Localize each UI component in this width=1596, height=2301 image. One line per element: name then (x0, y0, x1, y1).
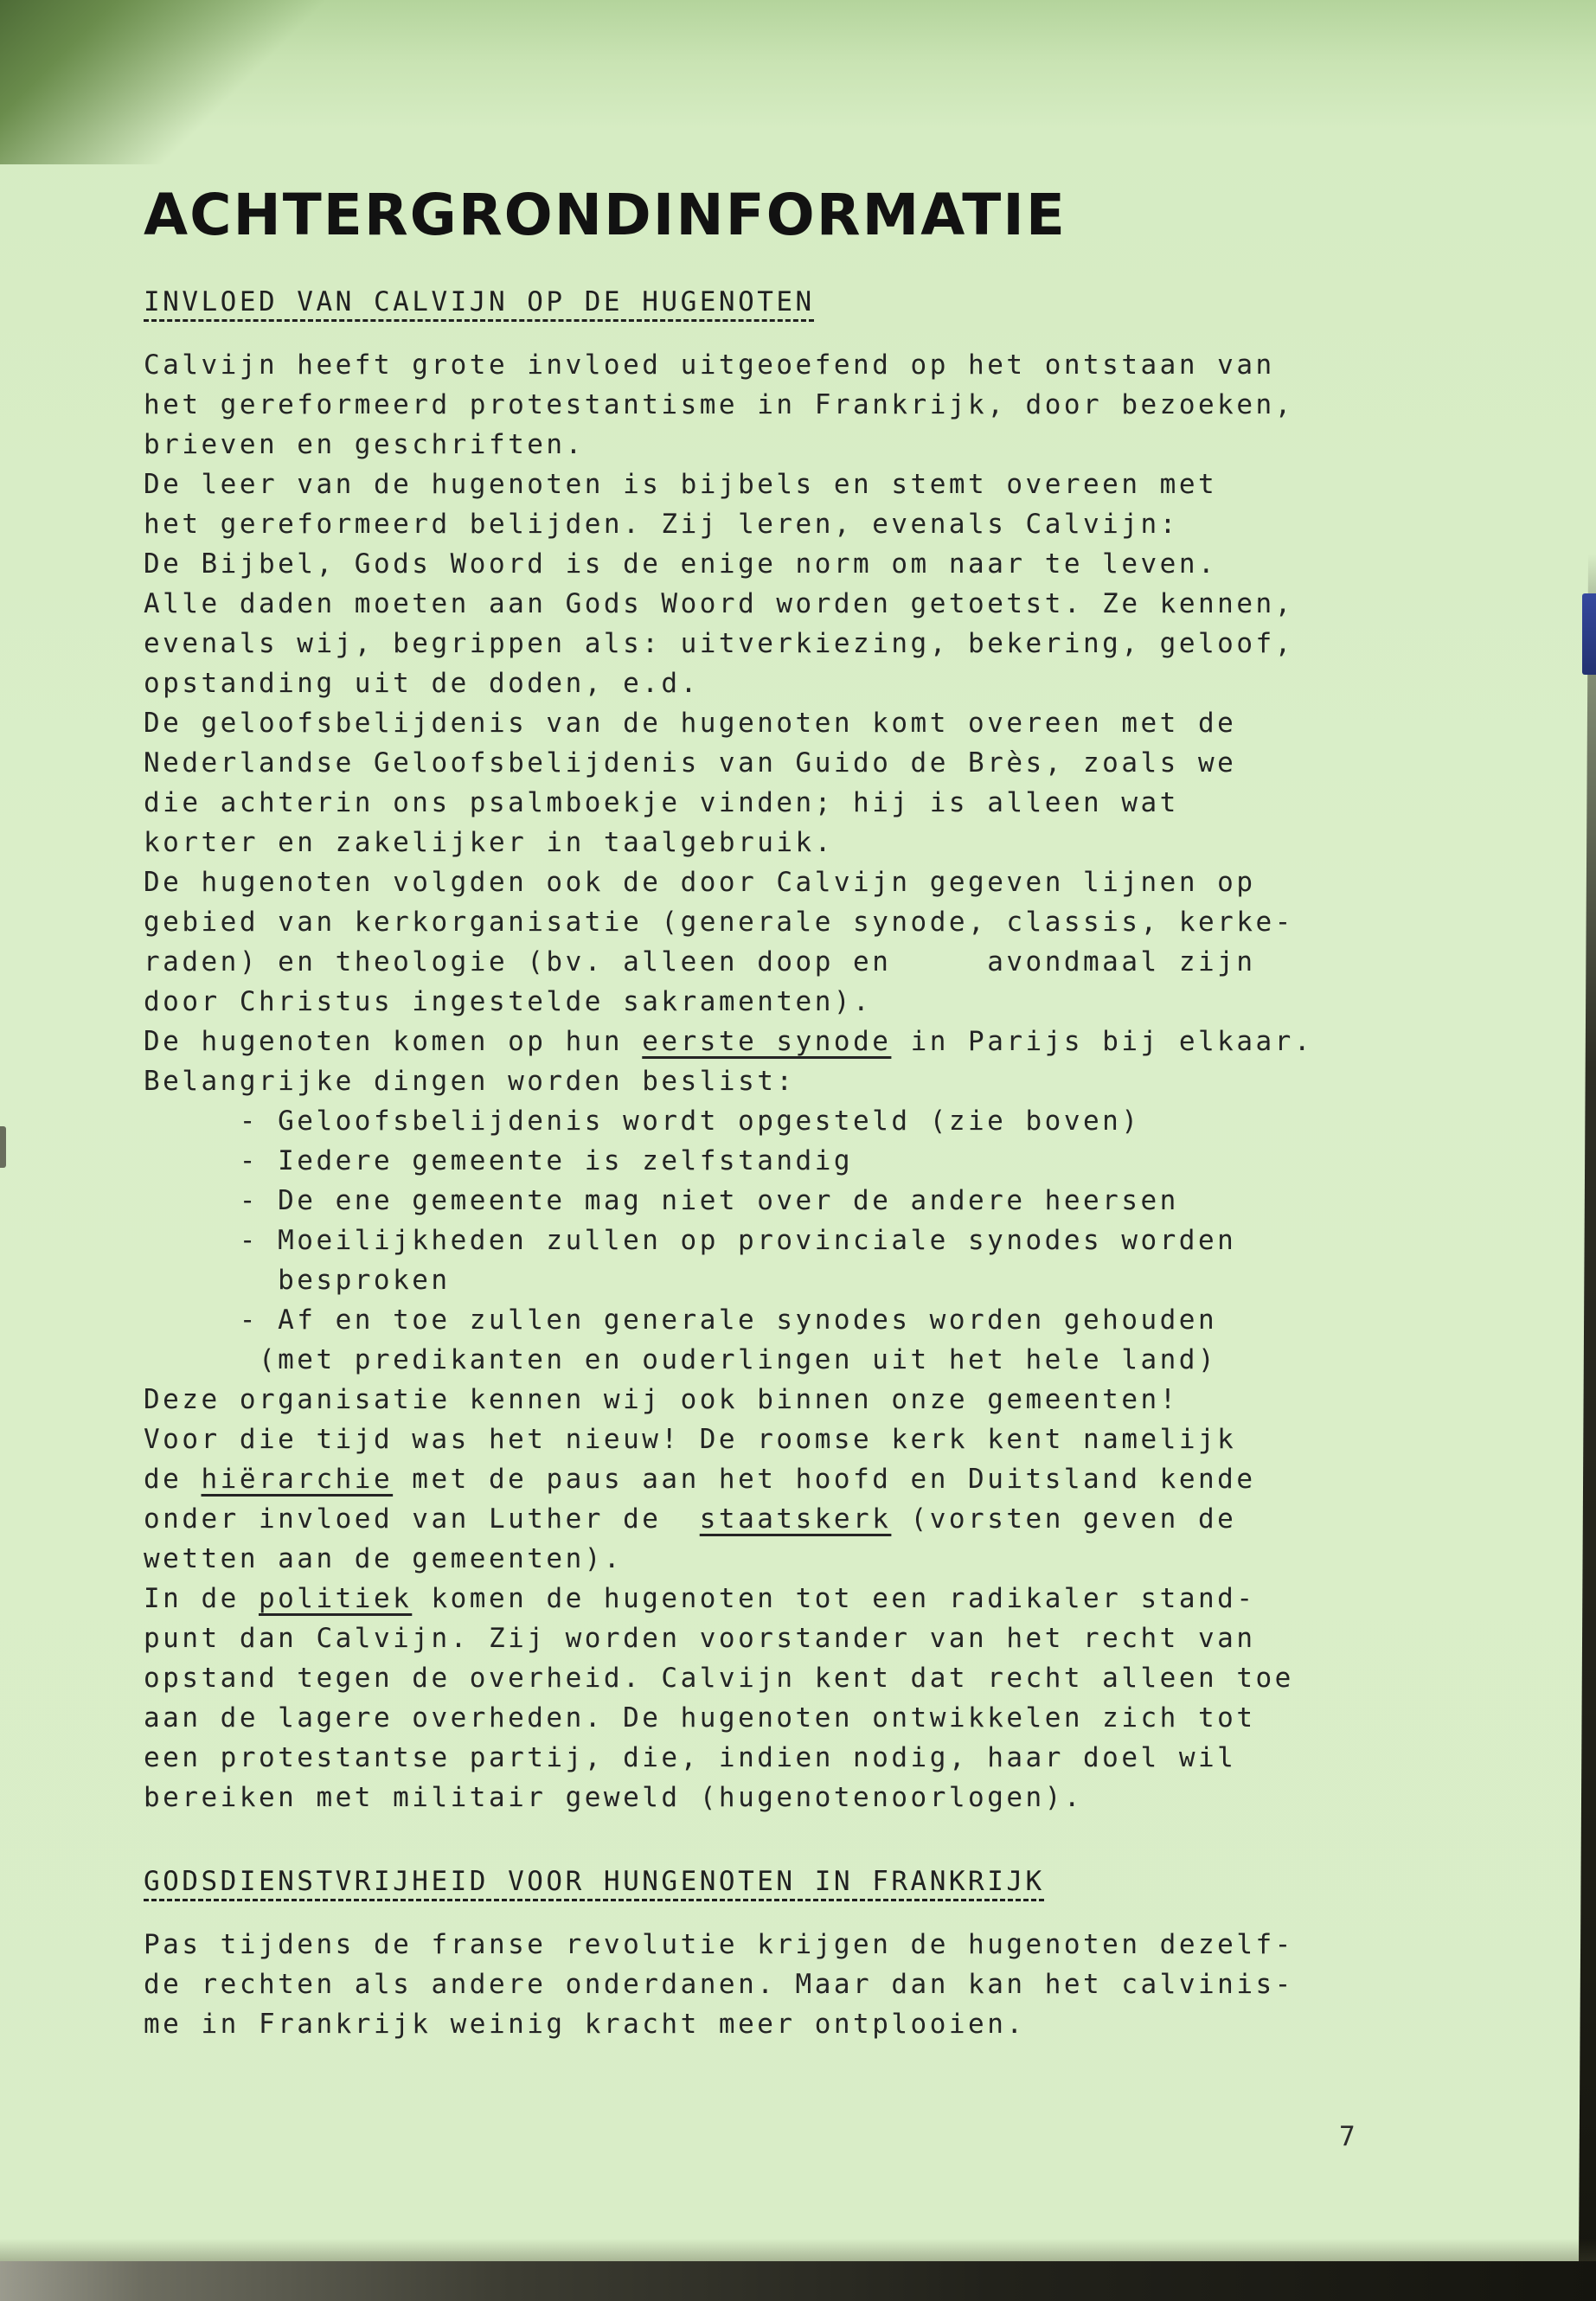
text-line (144, 1698, 1424, 1738)
text-line (144, 1965, 1424, 2004)
underlined-phrase: eerste synode (642, 1026, 892, 1057)
text-line (144, 703, 1424, 743)
page-content (144, 182, 1424, 2044)
text-run: - Iedere gemeente is zelfstandig (239, 1145, 854, 1176)
text-run: - De ene gemeente mag niet over de andere heersen (239, 1185, 1179, 1216)
text-run: De hugenoten volgden ook de door Calvijn gegeven lijnen op (144, 867, 1256, 898)
text-line (144, 982, 1424, 1022)
text-run: aan de lagere overheden. De hugenoten ontwikkelen zich tot (144, 1702, 1256, 1734)
text-line (144, 1738, 1424, 1778)
text-line (144, 1925, 1424, 1965)
page-number: 7 (1339, 2121, 1357, 2152)
text-run: opstanding uit de doden, e.d. (144, 668, 700, 699)
text-line (144, 1221, 1424, 1260)
text-run: die achterin ons psalmboekje vinden; hij is alleen wat (144, 787, 1179, 818)
text-run: Belangrijke dingen worden beslist: (144, 1066, 796, 1097)
text-line (144, 1260, 1424, 1300)
scan-shadow-top-left (0, 0, 363, 164)
text-line (144, 425, 1424, 465)
text-line (144, 1579, 1424, 1618)
text-run: de (144, 1464, 202, 1495)
text-run: Voor die tijd was het nieuw! De roomse kerk kent namelijk (144, 1424, 1237, 1455)
text-line (144, 1420, 1424, 1459)
text-run: bereiken met militair geweld (hugenotenoorlogen). (144, 1782, 1084, 1813)
text-run: met de paus aan het hoofd en Duitsland kende (393, 1464, 1256, 1495)
underlined-phrase: hiërarchie (201, 1464, 394, 1495)
text-line (144, 544, 1424, 584)
text-run: Pas tijdens de franse revolutie krijgen de hugenoten dezelf- (144, 1929, 1294, 1960)
text-line (144, 1380, 1424, 1420)
page-title: ACHTERGRONDINFORMATIE (144, 182, 1067, 248)
text-line (144, 942, 1424, 982)
text-run: Nederlandse Geloofsbelijdenis van Guido de Brès, zoals we (144, 747, 1237, 779)
text-line (144, 783, 1424, 823)
text-run: - Moeilijkheden zullen op provinciale synodes worden (239, 1225, 1237, 1256)
text-line (144, 902, 1424, 942)
text-line (144, 1101, 1424, 1141)
scan-shadow-bottom-edge (0, 2261, 1596, 2301)
text-line (144, 743, 1424, 783)
text-run: onder invloed van Luther de (144, 1503, 700, 1535)
text-line (144, 345, 1424, 385)
text-run: punt dan Calvijn. Zij worden voorstander van het recht van (144, 1623, 1256, 1654)
text-line (144, 1778, 1424, 1817)
text-run: - Af en toe zullen generale synodes worden gehouden (239, 1304, 1218, 1336)
text-run: (met predikanten en ouderlingen uit het hele land) (258, 1344, 1218, 1375)
text-line (144, 1022, 1424, 1061)
section-body (144, 1925, 1424, 2044)
text-line (144, 862, 1424, 902)
text-line (144, 584, 1424, 624)
text-run: me in Frankrijk weinig kracht meer ontplooien. (144, 2009, 1026, 2040)
text-run: raden) en theologie (bv. alleen doop en avondmaal zijn (144, 946, 1256, 977)
underlined-phrase: staatskerk (699, 1503, 892, 1535)
text-line (144, 1539, 1424, 1579)
text-line (144, 823, 1424, 862)
text-line (144, 465, 1424, 504)
text-line (144, 1459, 1424, 1499)
text-run: Alle daden moeten aan Gods Woord worden getoetst. Ze kennen, (144, 588, 1294, 619)
scan-shadow-right-edge (1579, 554, 1596, 2268)
text-run: Deze organisatie kennen wij ook binnen onze gemeenten! (144, 1384, 1179, 1415)
scan-mark-left-edge (0, 1126, 6, 1168)
text-run: (vorsten geven de (891, 1503, 1237, 1535)
text-run: Calvijn heeft grote invloed uitgeoefend op het ontstaan van (144, 349, 1275, 381)
ink-mark (1582, 593, 1596, 675)
section-heading: GODSDIENSTVRIJHEID VOOR HUNGENOTEN IN FRANKRIJK (144, 1866, 1045, 1897)
text-run: door Christus ingestelde sakramenten). (144, 986, 873, 1017)
text-line (144, 1181, 1424, 1221)
text-run: het gereformeerd protestantisme in Frankrijk, door bezoeken, (144, 389, 1294, 420)
section-heading: INVLOED VAN CALVIJN OP DE HUGENOTEN (144, 286, 815, 317)
text-run: - Geloofsbelijdenis wordt opgesteld (zie boven) (239, 1106, 1141, 1137)
text-line (144, 1340, 1424, 1380)
text-run: opstand tegen de overheid. Calvijn kent dat recht alleen toe (144, 1663, 1294, 1694)
text-line (144, 1141, 1424, 1181)
text-line (144, 504, 1424, 544)
text-line (144, 1618, 1424, 1658)
text-run: een protestantse partij, die, indien nodig, haar doel wil (144, 1742, 1237, 1773)
text-run: gebied van kerkorganisatie (generale synode, classis, kerke- (144, 907, 1294, 938)
text-run: In de (144, 1583, 259, 1614)
text-run: besproken (278, 1265, 451, 1296)
text-run: de rechten als andere onderdanen. Maar dan kan het calvinis- (144, 1969, 1294, 2000)
text-run: evenals wij, begrippen als: uitverkiezing, bekering, geloof, (144, 628, 1294, 659)
text-run: De hugenoten komen op hun (144, 1026, 643, 1057)
text-line (144, 385, 1424, 425)
text-line (144, 1658, 1424, 1698)
text-line (144, 1300, 1424, 1340)
text-run: De Bijbel, Gods Woord is de enige norm om naar te leven. (144, 548, 1218, 580)
text-run: brieven en geschriften. (144, 429, 585, 460)
text-line (144, 2004, 1424, 2044)
underlined-phrase: politiek (258, 1583, 413, 1614)
text-run: wetten aan de gemeenten). (144, 1543, 624, 1574)
text-run: De leer van de hugenoten is bijbels en stemt overeen met (144, 469, 1218, 500)
section-invloed-van-calvijn (144, 286, 1424, 1817)
section-body (144, 345, 1424, 1817)
text-line (144, 1061, 1424, 1101)
text-run: in Parijs bij elkaar. (891, 1026, 1314, 1057)
section-godsdienstvrijheid (144, 1866, 1424, 2044)
text-run: De geloofsbelijdenis van de hugenoten komt overeen met de (144, 708, 1237, 739)
text-run: korter en zakelijker in taalgebruik. (144, 827, 834, 858)
text-line (144, 624, 1424, 663)
text-line (144, 663, 1424, 703)
text-run: komen de hugenoten tot een radikaler stand- (412, 1583, 1256, 1614)
text-run: het gereformeerd belijden. Zij leren, evenals Calvijn: (144, 509, 1179, 540)
text-line (144, 1499, 1424, 1539)
